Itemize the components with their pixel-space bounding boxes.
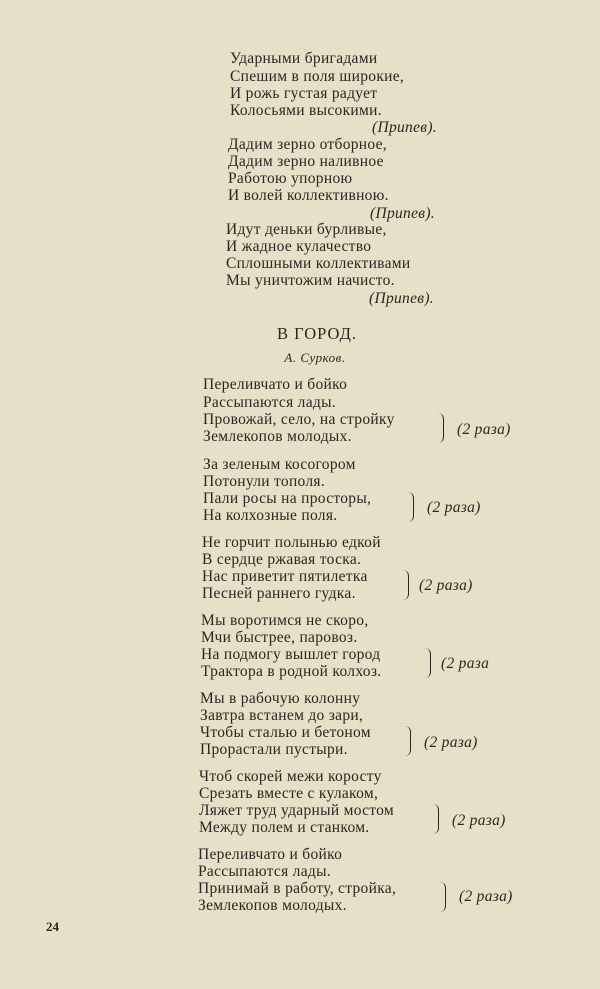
repeat-note: (2 раза) [424, 734, 478, 751]
verse-line: Мы уничтожим начисто. [226, 272, 395, 289]
repeat-brace [408, 492, 414, 522]
verse-line: Колосьями высокими. [230, 102, 382, 119]
repeat-note: (2 раза) [459, 888, 513, 905]
repeat-note: (2 раза [441, 655, 490, 672]
verse-line: И жадное кулачество [226, 238, 372, 255]
repeat-brace [405, 726, 411, 756]
verse-line: Землекопов молодых. [198, 897, 347, 914]
verse-line: Срезать вместе с кулаком, [199, 785, 379, 802]
verse-line: На колхозные поля. [203, 507, 338, 524]
verse-line: Прорастали пустыри. [200, 741, 348, 758]
verse-line: Песней раннего гудка. [202, 585, 356, 602]
verse-line: Потонули тополя. [203, 473, 326, 490]
verse-line: Дадим зерно отборное, [228, 136, 387, 153]
repeat-brace [440, 882, 446, 912]
repeat-note: (2 раза) [419, 577, 473, 594]
verse-line: Мы воротимся не скоро, [201, 612, 369, 629]
verse-line: Ударными бригадами [230, 50, 378, 67]
repeat-note: (2 раза) [452, 812, 506, 829]
repeat-note: (2 раза) [457, 421, 511, 438]
verse-line: Сплошными коллективами [226, 255, 411, 272]
verse-line: За зеленым косогором [203, 456, 356, 473]
verse-line: Рассыпаются лады. [198, 863, 331, 880]
verse-line: Дадим зерно наливное [228, 153, 384, 170]
verse-line: Спешим в поля широкие, [230, 68, 405, 85]
verse-line: Работою упорною [228, 170, 353, 187]
repeat-brace [425, 648, 431, 678]
verse-line: Завтра встанем до зари, [200, 707, 364, 724]
refrain-label: (Припев). [370, 205, 435, 222]
verse-line: Переливчато и бойко [198, 846, 343, 863]
refrain-label: (Припев). [372, 119, 437, 136]
song-title: В ГОРОД. [276, 324, 358, 343]
verse-line: Идут деньки бурливые, [226, 221, 387, 238]
verse-line: Землекопов молодых. [203, 428, 352, 445]
page-number: 24 [46, 919, 59, 934]
verse-line: Мы в рабочую колонну [200, 690, 361, 707]
verse-line: Принимай в работу, стройка, [198, 880, 397, 897]
verse-line: Провожай, село, на стройку [203, 411, 395, 428]
verse-line: Пали росы на просторы, [203, 490, 372, 507]
repeat-brace [403, 570, 409, 600]
verse-line: Трактора в родной колхоз. [201, 663, 382, 680]
verse-line: Переливчато и бойко [203, 376, 348, 393]
refrain-label: (Припев). [369, 290, 434, 307]
song-author: А. Сурков. [284, 350, 346, 365]
verse-line: Чтоб скорей межи коросту [199, 768, 382, 785]
verse-line: Чтобы сталью и бетоном [200, 724, 371, 741]
verse-line: Нас приветит пятилетка [202, 568, 368, 585]
verse-line: Между полем и станком. [199, 819, 370, 836]
repeat-brace [433, 804, 439, 834]
verse-line: Мчи быстрее, паровоз. [201, 629, 358, 646]
verse-line: Не горчит полынью едкой [202, 534, 381, 551]
verse-line: На подмогу вышлет город [201, 646, 381, 663]
verse-line: И рожь густая радует [230, 85, 378, 102]
verse-line: И волей коллективною. [228, 187, 389, 204]
verse-line: Ляжет труд ударный мостом [199, 802, 395, 819]
repeat-note: (2 раза) [427, 499, 481, 516]
repeat-brace [438, 413, 444, 443]
verse-line: В сердце ржавая тоска. [202, 551, 362, 568]
verse-line: Рассыпаются лады. [203, 394, 336, 411]
